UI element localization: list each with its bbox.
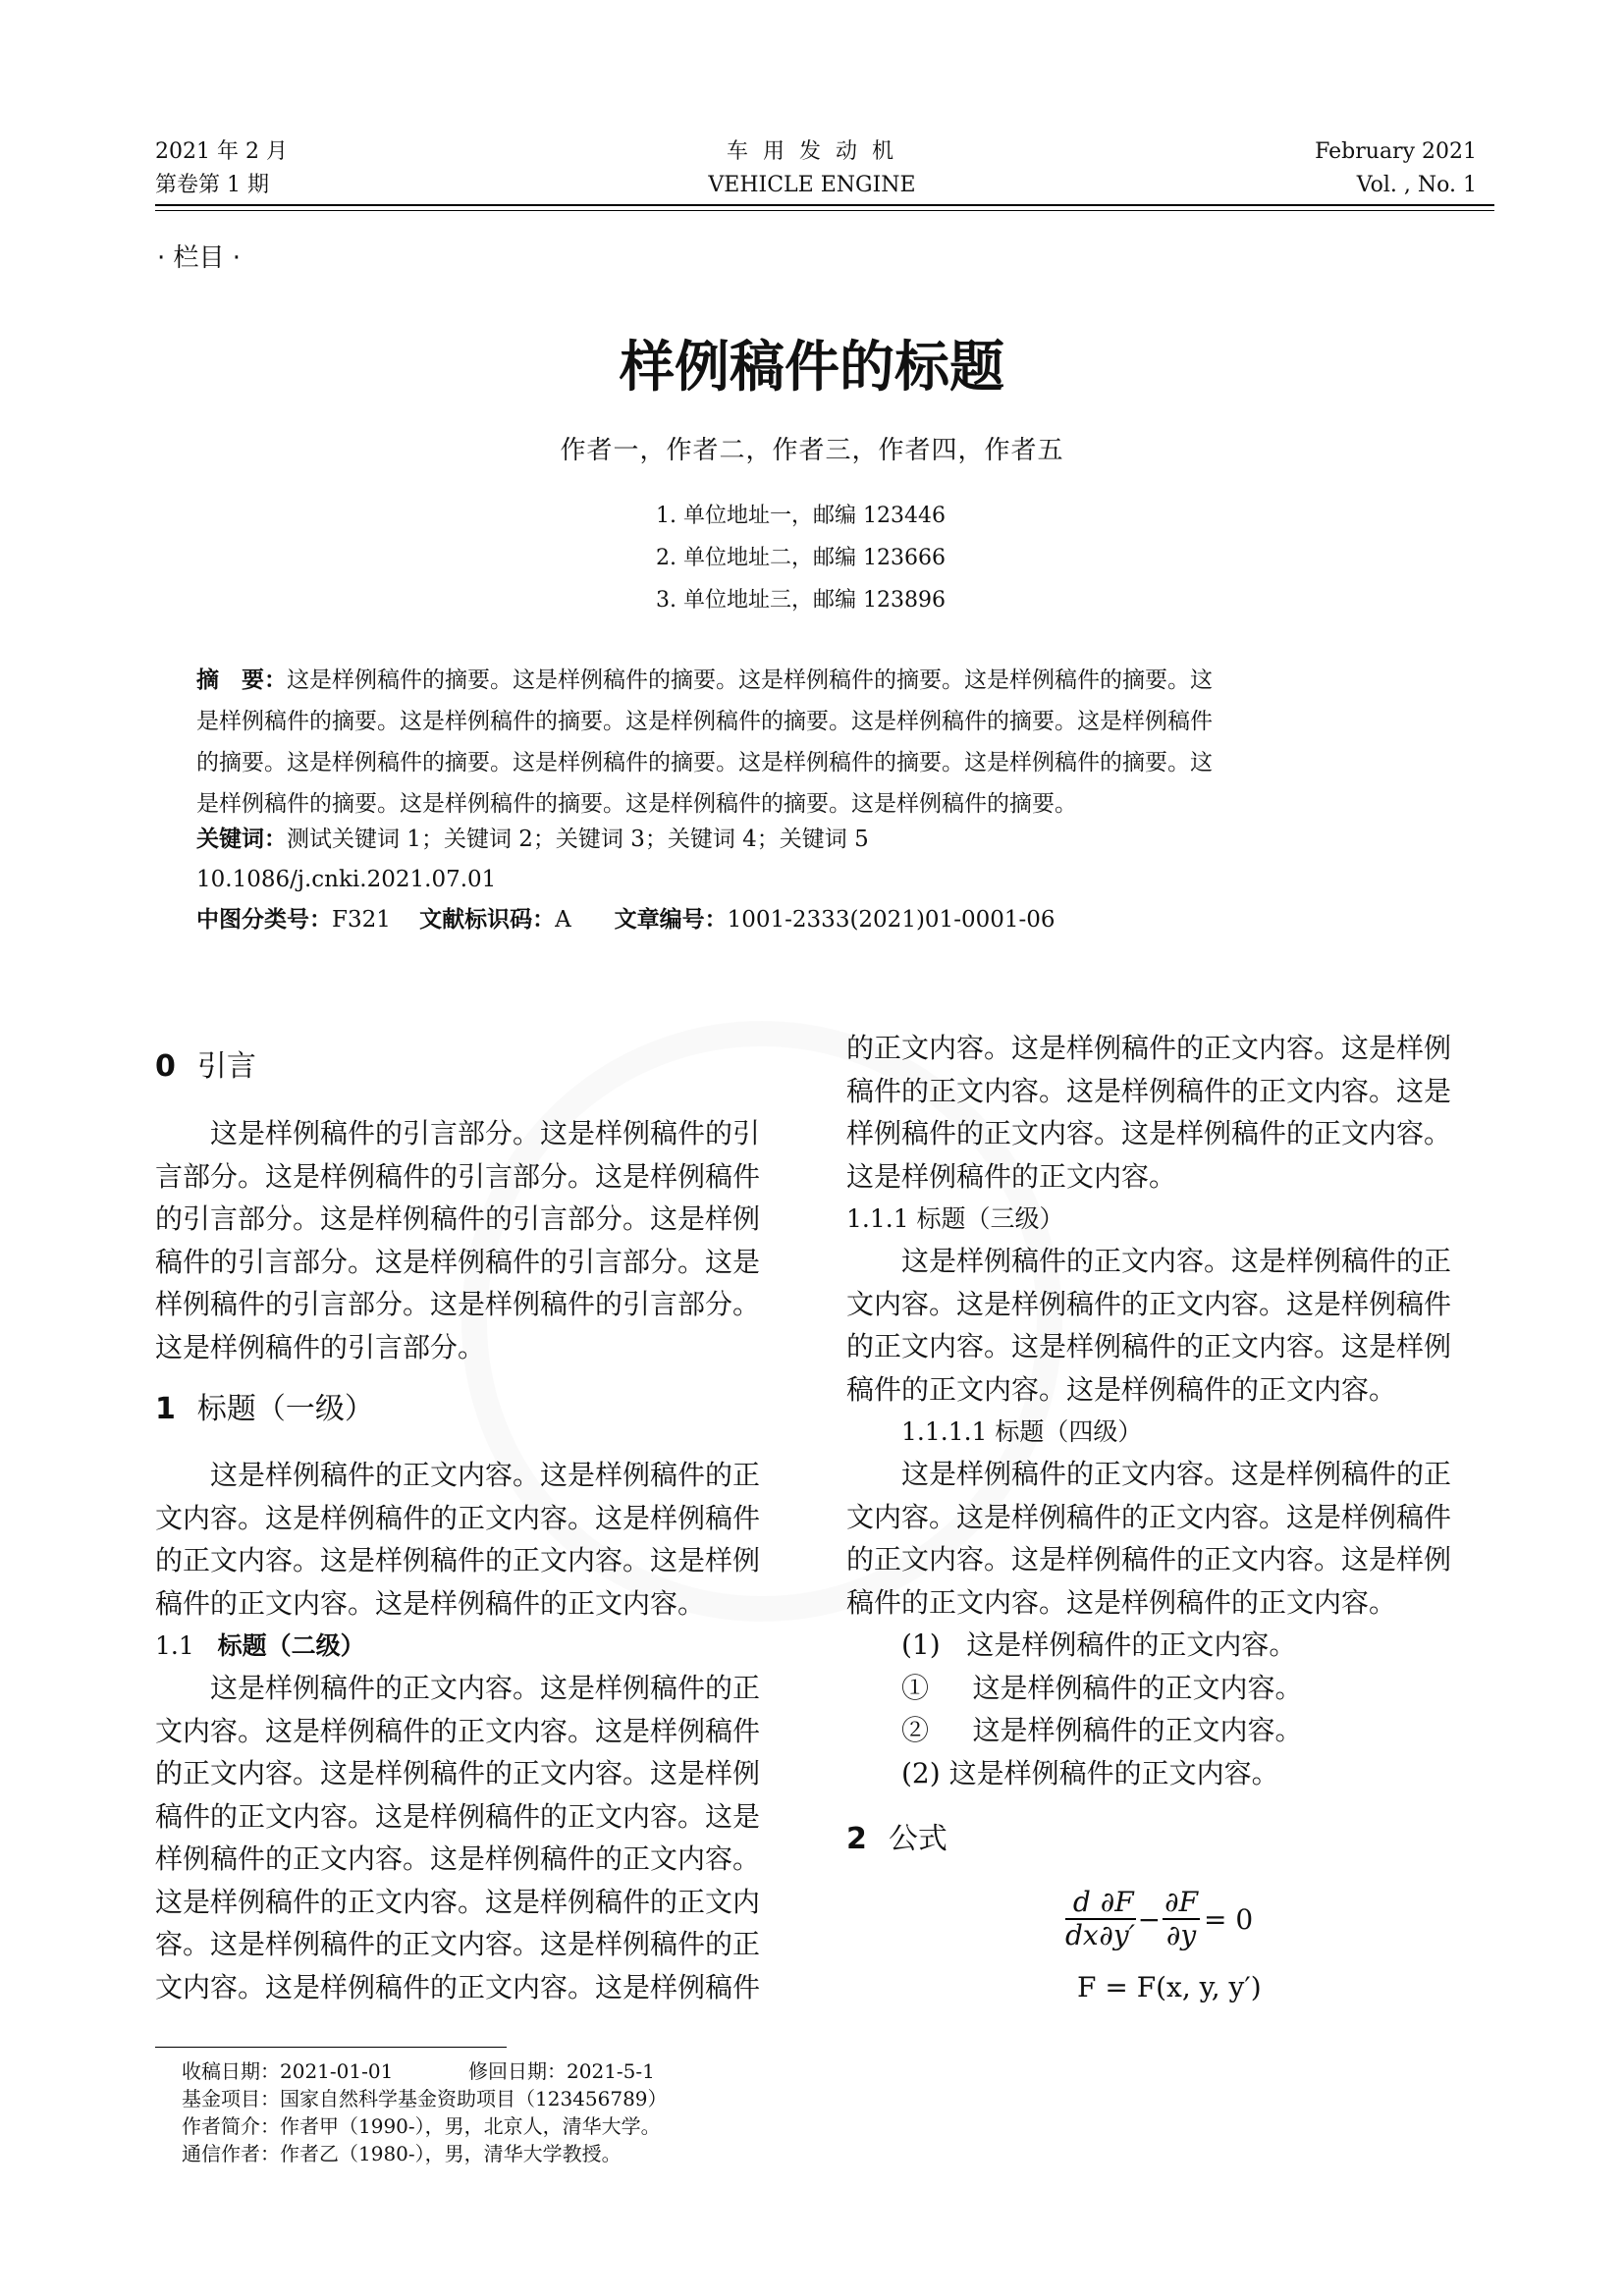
keywords-label: 关键词： xyxy=(196,827,287,852)
fraction: $\frac{\partial F}{\partial y}$ xyxy=(1164,1886,1198,1951)
fraction: $\frac{d}{dx}$ xyxy=(1065,1886,1099,1951)
subsection-1-1-1-1-paragraph: 这是样例稿件的正文内容。这是样例稿件的正 文内容。这是样例稿件的正文内容。这是样例稿件 的正文内容。这是样例稿件的正文内容。这是样例 稿件的正文内容。这是样例稿件的正文内容。 xyxy=(846,1458,1452,1619)
keywords-value: 测试关键词 1；关键词 2；关键词 3；关键词 4；关键词 5 xyxy=(287,827,869,852)
affiliation-2: 2. 单位地址二，邮编 123666 xyxy=(656,546,946,570)
subsection-1-1-1-1-heading: 1.1.1.1 标题（四级） xyxy=(901,1417,1143,1446)
footnote-dates xyxy=(182,2058,655,2085)
abstract-line: 摘 要：这是样例稿件的摘要。这是样例稿件的摘要。这是样例稿件的摘要。这是样例稿件的摘要。这 xyxy=(196,667,1213,693)
abstract-line: 的摘要。这是样例稿件的摘要。这是样例稿件的摘要。这是样例稿件的摘要。这是样例稿件的摘要。这 xyxy=(196,750,1213,775)
header-rule-thick xyxy=(155,204,1494,206)
abstract-line: 是样例稿件的摘要。这是样例稿件的摘要。这是样例稿件的摘要。这是样例稿件的摘要。这是样例稿件 xyxy=(196,709,1213,734)
list-item: (1) 这是样例稿件的正文内容。 xyxy=(901,1629,1297,1661)
header-rule-thin xyxy=(155,210,1494,211)
header-issue-info-en xyxy=(1315,135,1477,202)
journal-name-en: VEHICLE ENGINE xyxy=(708,173,916,197)
paper-title: 样例稿件的标题 xyxy=(620,336,1004,400)
subsection-1-1-heading: 1.1 标题（二级） xyxy=(155,1631,365,1660)
section-0-heading: 0 引言 xyxy=(155,1049,256,1084)
section-1-paragraph: 这是样例稿件的正文内容。这是样例稿件的正 文内容。这是样例稿件的正文内容。这是样例稿件 的正文内容。这是样例稿件的正文内容。这是样例 稿件的正文内容。这是样例稿件的正文内容。 xyxy=(155,1459,761,1620)
subsection-1-1-paragraph: 这是样例稿件的正文内容。这是样例稿件的正 文内容。这是样例稿件的正文内容。这是样例稿件 的正文内容。这是样例稿件的正文内容。这是样例 稿件的正文内容。这是样例稿件的正文内容。这是 样例稿件的正文内容。这是样例稿件的正文内容。 这是样例稿件的正文内容。这是样例稿件的正文内 容。这是样例稿件的正文内容。这是样例稿件的正 文内容。这是样例稿件的正文内容。这是样例稿件 xyxy=(155,1672,761,2003)
list-item: ① 这是样例稿件的正文内容。 xyxy=(901,1672,1303,1704)
column-label: · 栏目 · xyxy=(157,243,242,273)
footnote-fund: 基金项目：国家自然科学基金资助项目（123456789） xyxy=(182,2087,668,2110)
intro-paragraph: 这是样例稿件的引言部分。这是样例稿件的引 言部分。这是样例稿件的引言部分。这是样例稿件 的引言部分。这是样例稿件的引言部分。这是样例 稿件的引言部分。这是样例稿件的引言部分。这是 样例稿件的引言部分。这是样例稿件的引言部分。 这是样例稿件的引言部分。 xyxy=(155,1117,761,1363)
section-1-heading: 1 标题（一级） xyxy=(155,1392,374,1426)
formula-function: F = F(x, y, y′) xyxy=(1077,1971,1262,2003)
abstract-line: 是样例稿件的摘要。这是样例稿件的摘要。这是样例稿件的摘要。这是样例稿件的摘要。 xyxy=(196,791,1077,817)
subsection-1-1-1-heading: 1.1.1 标题（三级） xyxy=(846,1204,1064,1233)
header-volume-cn: 第卷第 1 期 xyxy=(155,173,269,197)
doi: 10.1086/j.cnki.2021.07.01 xyxy=(196,867,497,892)
footnote-corresponding: 通信作者：作者乙（1980-），男，清华大学教授。 xyxy=(182,2142,622,2165)
affiliation-1: 1. 单位地址一，邮编 123446 xyxy=(656,504,946,528)
journal-name-cn: 车 用 发 动 机 xyxy=(727,139,897,164)
list-item: (2) 这是样例稿件的正文内容。 xyxy=(901,1757,1279,1789)
continued-paragraph: 的正文内容。这是样例稿件的正文内容。这是样例 稿件的正文内容。这是样例稿件的正文内容。这是 样例稿件的正文内容。这是样例稿件的正文内容。 这是样例稿件的正文内容。 xyxy=(846,1032,1452,1193)
section-2-heading: 2 公式 xyxy=(846,1822,947,1856)
abstract xyxy=(196,660,1435,825)
formula-euler-lagrange: $\frac{d}{dx}$ $\frac{\partial F}{\partial y'}$ − $\frac{\partial F}{\partial y}$ = 0 xyxy=(1065,1886,1254,1951)
footnote-rule xyxy=(155,2047,507,2048)
header-volume-en: Vol. , No. 1 xyxy=(1356,173,1477,197)
abstract-label: 摘 要： xyxy=(196,667,287,693)
subsection-1-1-1-paragraph: 这是样例稿件的正文内容。这是样例稿件的正 文内容。这是样例稿件的正文内容。这是样例稿件 的正文内容。这是样例稿件的正文内容。这是样例 稿件的正文内容。这是样例稿件的正文内容。 xyxy=(846,1245,1452,1406)
fraction: $\frac{\partial F}{\partial y'}$ xyxy=(1099,1886,1135,1951)
classification-line: 中图分类号：F321 文献标识码：A 文章编号：1001-2333(2021)01-0001-06 xyxy=(196,907,1056,933)
received-date: 收稿日期：2021-01-01 xyxy=(182,2059,394,2083)
header-date-en: February 2021 xyxy=(1315,139,1477,164)
footnote-bio: 作者简介：作者甲（1990-），男，北京人，清华大学。 xyxy=(182,2114,661,2138)
list-item: ② 这是样例稿件的正文内容。 xyxy=(901,1714,1303,1746)
keywords xyxy=(196,820,869,859)
affiliation-3: 3. 单位地址三，邮编 123896 xyxy=(656,588,946,613)
author-list: 作者一，作者二，作者三，作者四，作者五 xyxy=(560,436,1064,465)
header-date-cn: 2021 年 2 月 xyxy=(155,139,288,164)
revised-date: 修回日期：2021-5-1 xyxy=(468,2059,655,2083)
